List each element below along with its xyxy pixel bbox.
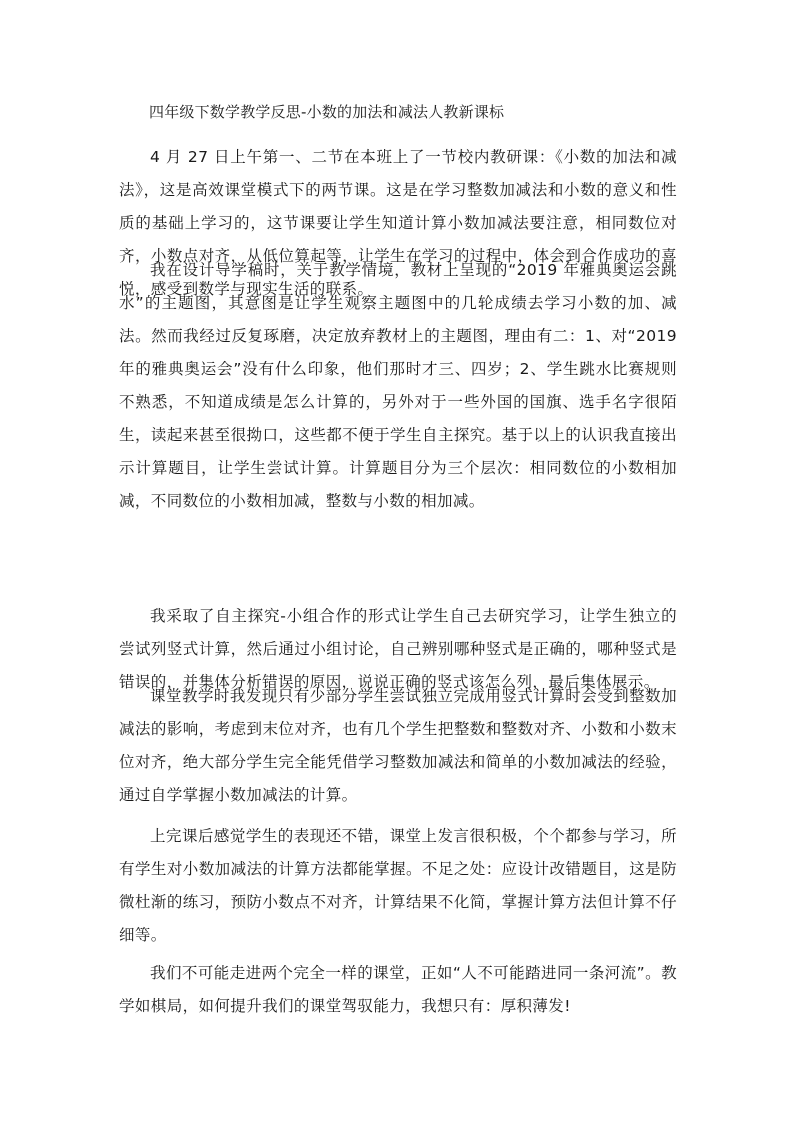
paragraph-6: 我们不可能走进两个完全一样的课堂，正如“人不可能踏进同一条河流”。教学如棋局，如何提升我们的课堂驾驭能力，我想只有：厚积薄发! bbox=[119, 964, 677, 1015]
document-title: 四年级下数学教学反思-小数的加法和减法人教新课标 bbox=[149, 103, 505, 121]
paragraph-1: 4 月 27 日上午第一、二节在本班上了一节校内教研课：《小数的加法和减法》，这是高效课堂模式下的两节课。这是在学习整数加减法和小数的意义和性质的基础上学习的，这节课要让学生知道计算小数加减法要注意，相同数位对齐，小数点对齐，从低位算起等，让学生在学习的过程中，体会到合作成功的喜悦，感受到数学与现实生活的联系。 bbox=[119, 148, 677, 298]
paragraph-4: 课堂教学时我发现只有少部分学生尝试独立完成用竖式计算时会受到整数加减法的影响，考虑到末位对齐，也有几个学生把整数和整数对齐、小数和小数末位对齐，绝大部分学生完全能凭借学习整数加减法和简单的小数加减法的经验，通过自学掌握小数加减法的计算。 bbox=[119, 687, 677, 804]
paragraph-3: 我采取了自主探究-小组合作的形式让学生自己去研究学习，让学生独立的尝试列竖式计算，然后通过小组讨论，自己辨别哪种竖式是正确的，哪种竖式是错误的，并集体分析错误的原因，说说正确的竖式该怎么列，最后集体展示。 bbox=[119, 607, 677, 691]
paragraph-2: 我在设计导学稿时，关于教学情境，教材上呈现的“2019 年雅典奥运会跳水”的主题图，其意图是让学生观察主题图中的几轮成绩去学习小数的加、减法。然而我经过反复琢磨，决定放弃教材上的主题图，理由有二：1、对“2019 年的雅典奥运会”没有什么印象，他们那时才三、四岁；2、学生跳水比赛规则不熟悉，不知道成绩是怎么计算的，另外对于一些外国的国旗、选手名字很陌生，读起来甚至很拗口，这些都不便于学生自主探究。基于以上的认识我直接出示计算题目，让学生尝试计算。计算题目分为三个层次：相同数位的小数相加减，不同数位的小数相加减，整数与小数的相加减。 bbox=[119, 261, 677, 510]
paragraph-5: 上完课后感觉学生的表现还不错，课堂上发言很积极，个个都参与学习，所有学生对小数加减法的计算方法都能掌握。不足之处：应设计改错题目，这是防微杜渐的练习，预防小数点不对齐，计算结果不化简，掌握计算方法但计算不仔细等。 bbox=[119, 827, 677, 944]
